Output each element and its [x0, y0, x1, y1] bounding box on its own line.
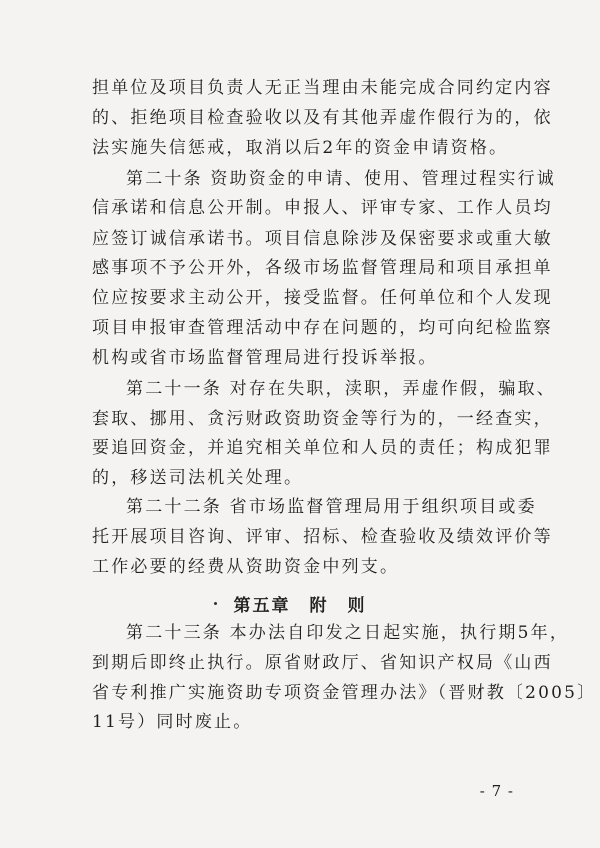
body-line: 的、拒绝项目检查验收以及有其他弄虚作假行为的，依: [92, 108, 553, 129]
body-line: 位应按要求主动公开，接受监督。任何单位和个人发现: [92, 288, 553, 309]
body-line: 工作必要的经费从资助资金中列支。: [92, 556, 400, 577]
body-line: 要追回资金，并追究相关单位和人员的责任；构成犯罪: [92, 438, 553, 459]
article-20-start: 第二十条 资助资金的申请、使用、管理过程实行诚: [126, 169, 557, 189]
body-line: 法实施失信惩戒，取消以后2年的资金申请资格。: [92, 137, 509, 158]
body-line: 省专利推广实施资助专项资金管理办法》（晋财教〔2005〕: [92, 682, 597, 703]
body-line: 项目申报审查管理活动中存在问题的，均可向纪检监察: [92, 317, 553, 338]
article-22-start: 第二十二条 省市场监督管理局用于组织项目或委: [126, 497, 537, 517]
body-line: 到期后即终止执行。原省财政厅、省知识产权局《山西: [92, 653, 553, 674]
body-line: 感事项不予公开外，各级市场监督管理局和项目承担单: [92, 258, 553, 279]
body-line: 托开展项目咨询、评审、招标、检查验收及绩效评价等: [92, 527, 553, 548]
scan-dot: [214, 602, 217, 605]
body-line: 信承诺和信息公开制。申报人、评审专家、工作人员均: [92, 198, 553, 219]
body-line: 的，移送司法机关处理。: [92, 467, 304, 488]
page-number: - 7 -: [479, 782, 514, 800]
body-line: 担单位及项目负责人无正当理由未能完成合同约定内容: [92, 78, 553, 98]
body-line: 11号）同时废止。: [92, 712, 253, 732]
body-line: 套取、挪用、贪污财政资助资金等行为的，一经查实，: [92, 408, 553, 429]
article-21-start: 第二十一条 对存在失职，渎职，弄虚作假，骗取、: [126, 378, 557, 399]
body-line: 机构或省市场监督管理局进行投诉举报。: [92, 348, 438, 369]
article-23-start: 第二十三条 本办法自印发之日起实施，执行期5年，: [126, 622, 570, 643]
chapter-heading: 第五章 附 则: [233, 595, 367, 616]
body-line: 应签订诚信承诺书。项目信息除涉及保密要求或重大敏: [92, 228, 553, 249]
